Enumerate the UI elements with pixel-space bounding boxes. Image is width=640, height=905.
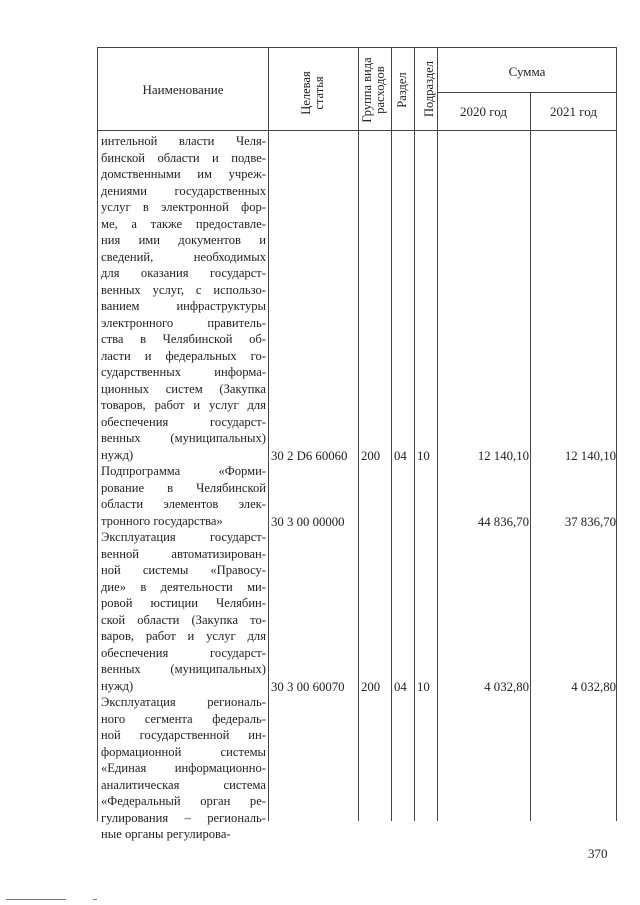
description-line: товаров, работ и услуг для [101,398,266,412]
description-line: ные органы регулирова- [101,827,231,841]
table-divider [391,47,392,821]
row-sum-2020: 4 032,80 [484,679,529,694]
table-divider [530,92,531,821]
header-section: Раздел [395,72,409,108]
row-code: 30 3 00 60070 [271,679,345,694]
table-divider [414,47,415,821]
header-bottom-line [97,130,617,131]
description-line: ционных систем (Закупка [101,381,266,396]
header-year-2020: 2020 год [460,104,507,119]
row-description [101,694,266,843]
row-subsection: 10 [417,679,430,694]
row-description [101,133,266,463]
row-sum-2021: 12 140,10 [564,448,616,463]
table-divider [268,47,269,821]
description-line: ния ими документов и [101,233,266,247]
description-line: обеспечения государст- [101,645,266,660]
description-line: венных (муниципальных) [101,662,266,676]
header-target-article: Целевая статья [299,71,326,115]
table-top-border [97,47,617,48]
footer-mark [6,899,66,900]
description-line: «Федеральный орган ре- [101,794,266,808]
description-line: области элементов элек- [101,497,266,511]
description-line: тронного государства» [101,513,223,528]
description-line: нужд) [101,678,134,693]
table-border-left [97,47,98,821]
header-expense-group: Группа вида расходов [360,57,387,123]
header-name: Наименование [142,82,224,97]
description-line: для оказания государст- [101,266,266,280]
description-line: обеспечения государст- [101,414,266,429]
description-line: бинской области и подве- [101,150,266,165]
description-line: Эксплуатация государст- [101,530,266,544]
description-line: «Единая информационно- [101,761,266,775]
sum-subheader-line [437,92,617,93]
description-line: сведений, необходимых [101,249,266,264]
description-line: гулирования – региональ- [101,810,266,825]
header-sum: Сумма [508,64,546,79]
header-year-2021: 2021 год [550,104,597,119]
description-line: ного сегмента федераль- [101,711,266,726]
description-line: электронного правитель- [101,315,266,330]
description-line: интельной власти Челя- [101,134,266,148]
description-line: венной автоматизирован- [101,546,266,561]
description-line: Подпрограмма «Форми- [101,464,266,478]
page-number: 370 [588,846,608,861]
description-line: дие» в деятельности ми- [101,579,266,594]
row-code: 30 2 D6 60060 [271,448,348,463]
table-divider [437,47,438,821]
row-sum-2020: 44 836,70 [477,514,529,529]
description-line: ства в Челябинской об- [101,332,266,346]
footer-mark [93,899,97,900]
header-subsection: Подраздел [422,61,436,117]
row-description [101,529,266,694]
description-line: услуг в электронной фор- [101,200,266,214]
description-line: аналитическая система [101,777,266,792]
row-section: 04 [394,679,407,694]
row-expense-group: 200 [361,448,381,463]
description-line: варов, работ и услуг для [101,629,266,643]
description-line: ской области (Закупка то- [101,612,266,627]
row-subsection: 10 [417,448,430,463]
description-line: ровой юстиции Челябин- [101,596,266,610]
row-sum-2021: 37 836,70 [564,514,616,529]
row-sum-2021: 4 032,80 [571,679,616,694]
row-section: 04 [394,448,407,463]
description-line: формационной системы [101,744,266,759]
table-border-right [616,47,617,821]
description-line: ной системы «Правосу- [101,563,266,577]
row-code: 30 3 00 00000 [271,514,345,529]
table-divider [358,47,359,821]
description-line: домственными им учреж- [101,167,266,181]
description-line: ванием инфраструктуры [101,299,266,313]
description-line: ной государственной ин- [101,728,266,742]
description-line: венных (муниципальных) [101,431,266,445]
description-line: Эксплуатация региональ- [101,695,266,709]
description-line: дениями государственных [101,183,266,198]
description-line: ме, а также предоставле- [101,216,266,231]
description-line: ласти и федеральных го- [101,348,266,363]
row-description [101,463,266,529]
row-sum-2020: 12 140,10 [477,448,529,463]
row-expense-group: 200 [361,679,381,694]
description-line: нужд) [101,447,134,462]
description-line: сударственных информа- [101,365,266,379]
description-line: венных услуг, с использо- [101,282,266,297]
description-line: рование в Челябинской [101,480,266,495]
